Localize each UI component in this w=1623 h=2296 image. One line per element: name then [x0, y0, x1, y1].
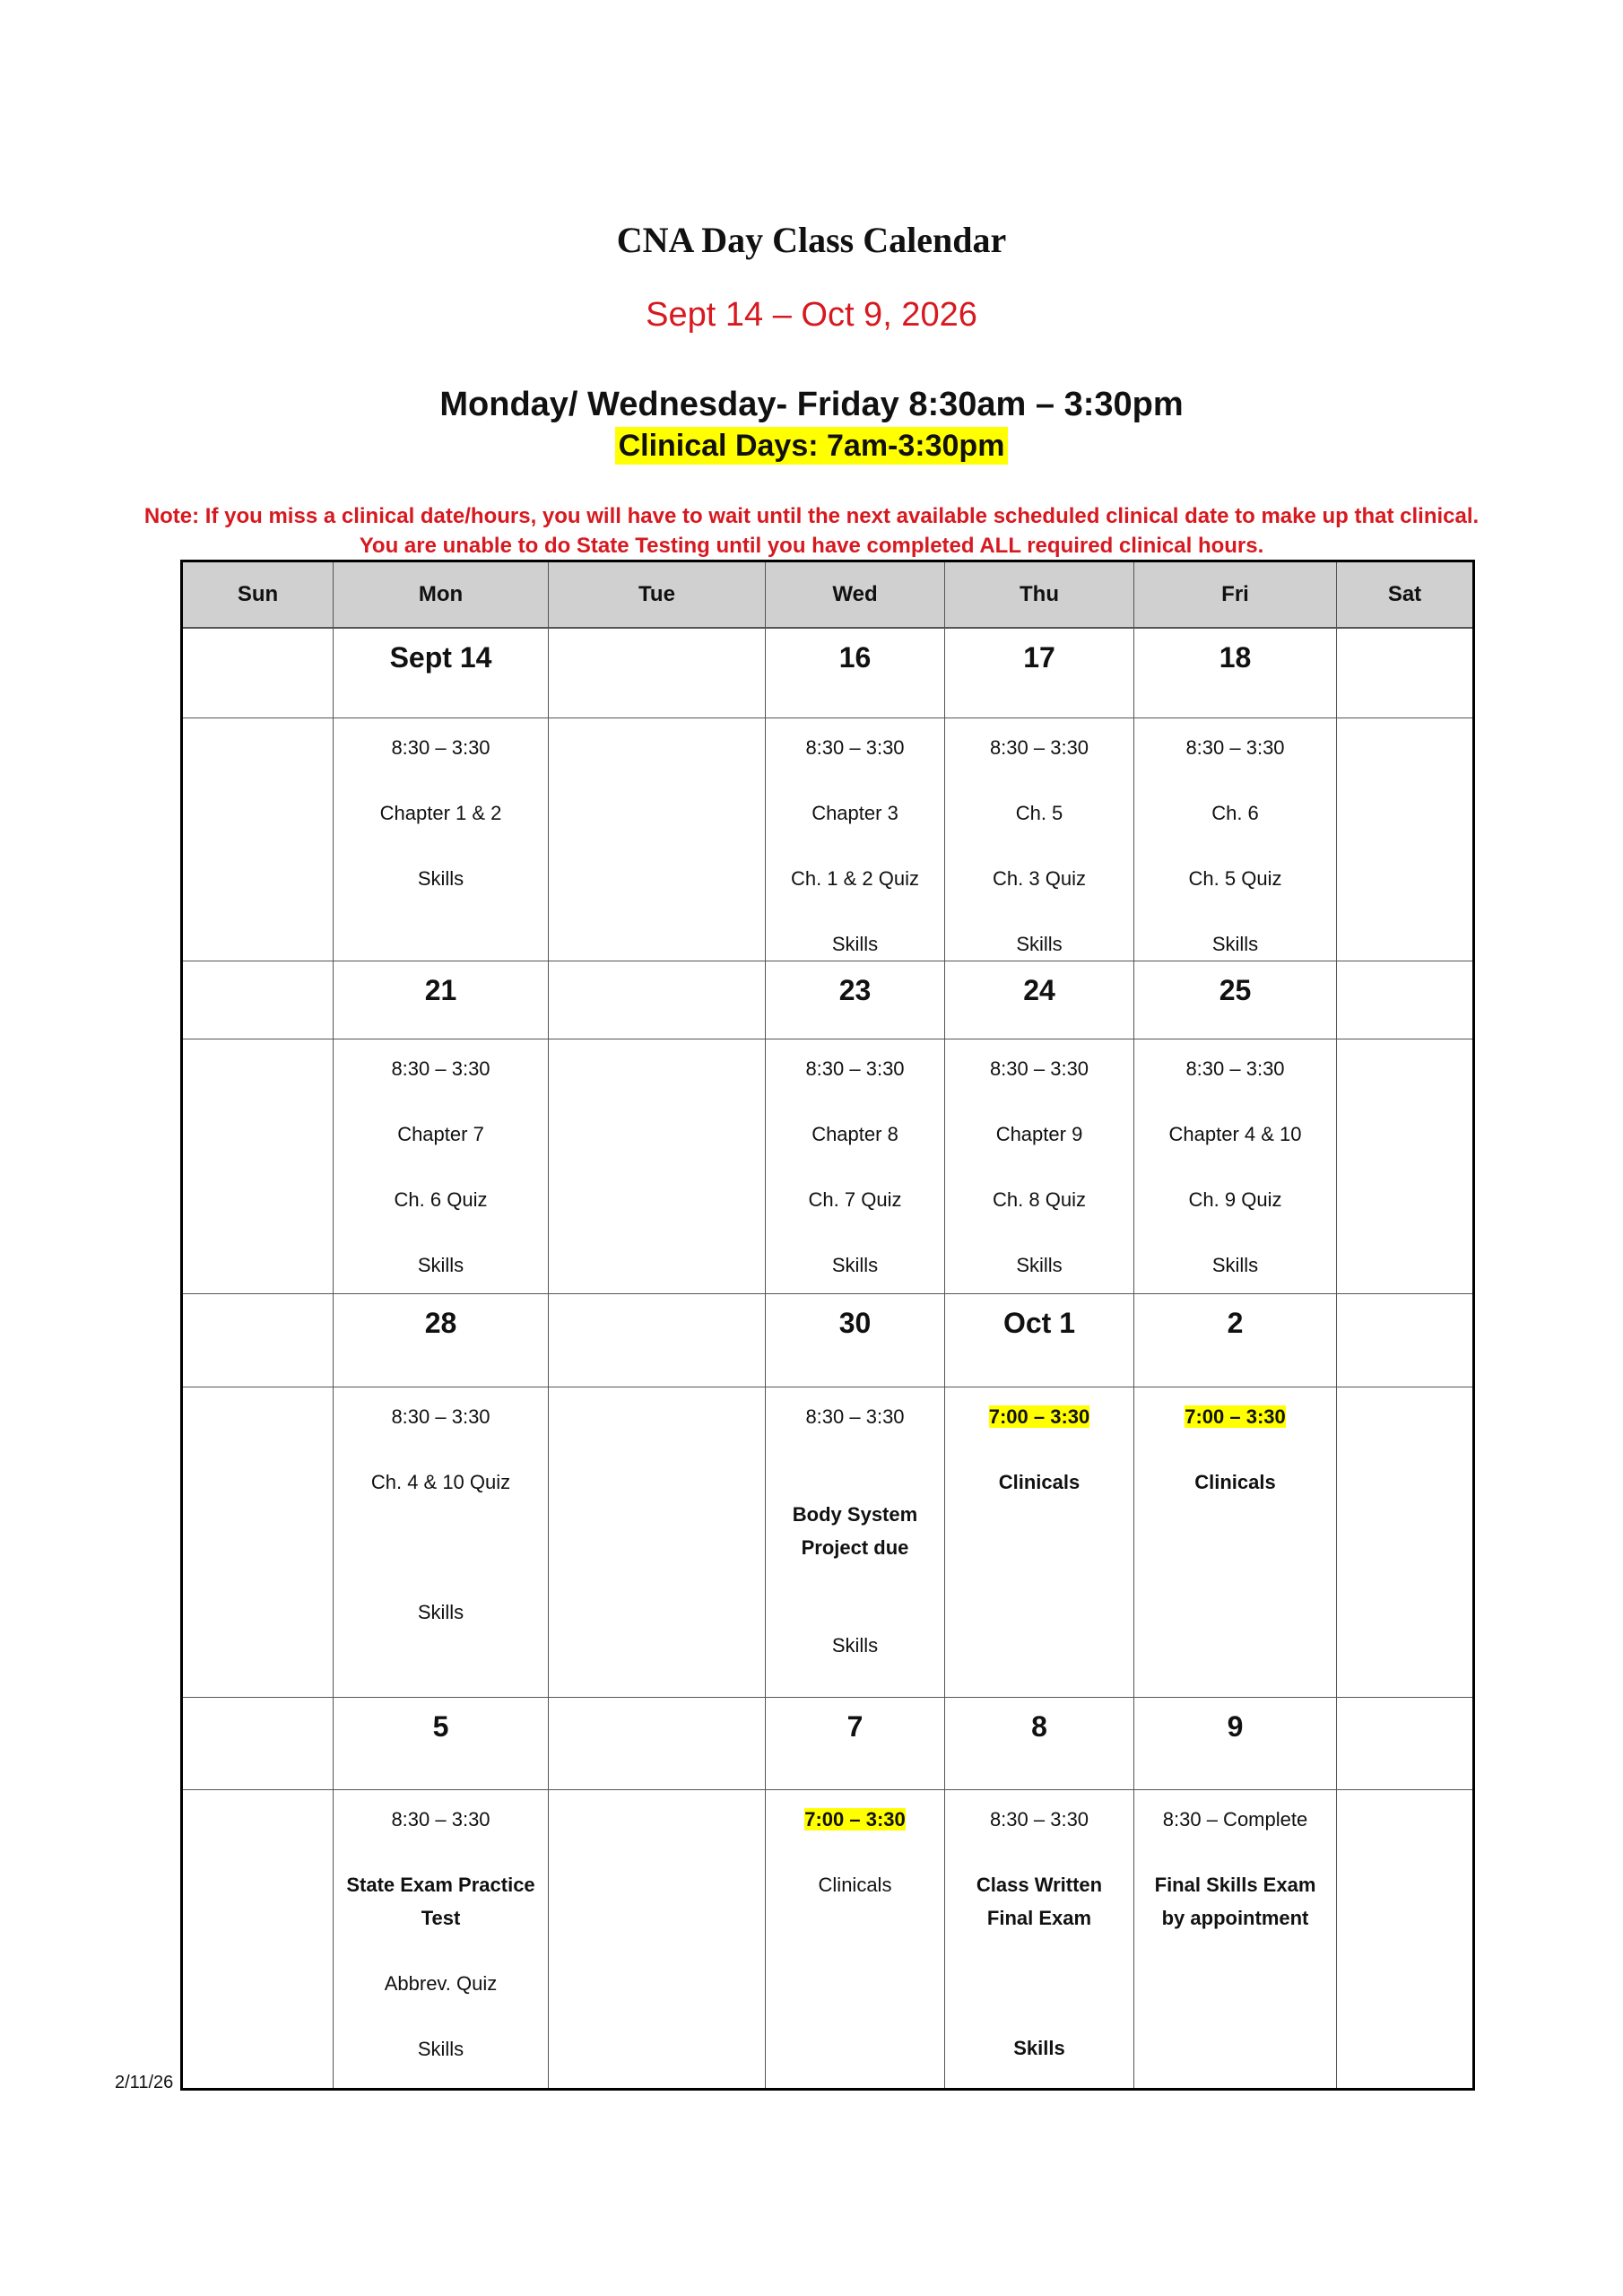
class-topic: Chapter 1 & 2	[379, 801, 502, 824]
mon-detail-cell	[334, 1039, 549, 1293]
thu-detail-cell	[945, 718, 1134, 961]
project-due: Body System	[792, 1502, 918, 1526]
class-topic: Chapter 9	[995, 1122, 1083, 1145]
class-skills: Skills	[1211, 932, 1259, 955]
wed-detail-cell	[766, 1387, 945, 1697]
date-cell: 9	[1134, 1697, 1337, 1789]
class-skills: Skills	[417, 866, 464, 890]
class-topic: Chapter 7	[397, 1122, 484, 1145]
week-3-dates	[182, 1293, 1474, 1387]
sun-cell	[182, 1387, 334, 1697]
sat-cell	[1337, 1789, 1474, 2089]
sat-cell	[1337, 1697, 1474, 1789]
calendar-table	[180, 560, 1475, 2091]
class-skills: Skills	[417, 2037, 464, 2060]
tue-cell	[549, 628, 766, 718]
fri-detail-cell	[1134, 718, 1337, 961]
class-quiz: Ch. 6 Quiz	[394, 1187, 488, 1211]
class-quiz: Ch. 5 Quiz	[1188, 866, 1282, 890]
thu-detail-cell	[945, 1789, 1134, 2089]
clinical-days: Clinical Days: 7am-3:30pm	[615, 427, 1009, 465]
clinical-days-wrap	[0, 429, 1623, 464]
note-line-1: Note: If you miss a clinical date/hours, you will have to wait until the next available scheduled clinical date to make up that clinical.	[143, 504, 1480, 528]
class-topic: Chapter 8	[812, 1122, 898, 1145]
class-hours: 8:30 – Complete	[1162, 1807, 1308, 1831]
sat-cell	[1337, 1387, 1474, 1697]
day-header-sat: Sat	[1337, 561, 1474, 629]
date-cell: 5	[334, 1697, 549, 1789]
class-topic: Ch. 5	[1015, 801, 1063, 824]
class-hours: 8:30 – 3:30	[805, 1057, 905, 1080]
final-skills-exam: Final Skills Exam	[1154, 1873, 1316, 1896]
date-cell: Oct 1	[945, 1293, 1134, 1387]
class-hours: 8:30 – 3:30	[805, 1405, 905, 1428]
class-topic: Ch. 6	[1211, 801, 1259, 824]
thu-detail-cell	[945, 1387, 1134, 1697]
class-hours: 8:30 – 3:30	[989, 735, 1089, 759]
tue-cell	[549, 718, 766, 961]
class-hours: 8:30 – 3:30	[391, 1405, 490, 1428]
class-schedule: Monday/ Wednesday- Friday 8:30am – 3:30pm	[439, 386, 1184, 423]
class-skills: Skills	[831, 1253, 879, 1276]
thu-detail-cell	[945, 1039, 1134, 1293]
sun-cell	[182, 718, 334, 961]
class-quiz: Ch. 7 Quiz	[808, 1187, 902, 1211]
class-skills: Skills	[1016, 1253, 1063, 1276]
mon-detail-cell	[334, 1789, 549, 2089]
class-quiz: Abbrev. Quiz	[384, 1971, 498, 1995]
fri-detail-cell	[1134, 1039, 1337, 1293]
class-hours: 8:30 – 3:30	[391, 1807, 490, 1831]
day-header-fri: Fri	[1134, 561, 1337, 629]
sun-cell	[182, 1039, 334, 1293]
clinicals: Clinicals	[998, 1470, 1081, 1493]
clinical-hours: 7:00 – 3:30	[1185, 1405, 1286, 1428]
date-cell: 17	[945, 628, 1134, 718]
class-skills: Skills	[1013, 2036, 1065, 2059]
sat-cell	[1337, 628, 1474, 718]
sun-cell	[182, 961, 334, 1039]
class-hours: 8:30 – 3:30	[989, 1057, 1089, 1080]
day-header-row	[182, 561, 1474, 629]
sun-cell	[182, 1293, 334, 1387]
sun-cell	[182, 1697, 334, 1789]
date-cell: 23	[766, 961, 945, 1039]
fri-detail-cell	[1134, 1789, 1337, 2089]
sat-cell	[1337, 961, 1474, 1039]
page-title: CNA Day Class Calendar	[616, 220, 1007, 260]
day-header-mon: Mon	[334, 561, 549, 629]
tue-cell	[549, 961, 766, 1039]
tue-cell	[549, 1697, 766, 1789]
wed-detail-cell	[766, 1039, 945, 1293]
wed-detail-cell	[766, 718, 945, 961]
class-skills: Skills	[1016, 932, 1063, 955]
sat-cell	[1337, 1039, 1474, 1293]
clinicals: Clinicals	[1194, 1470, 1276, 1493]
week-1-dates	[182, 628, 1474, 718]
week-4-dates	[182, 1697, 1474, 1789]
final-skills-exam: by appointment	[1161, 1906, 1309, 1929]
project-due: Project due	[801, 1535, 909, 1559]
mon-detail-cell	[334, 718, 549, 961]
date-cell: 28	[334, 1293, 549, 1387]
date-cell: Sept 14	[334, 628, 549, 718]
class-hours: 8:30 – 3:30	[391, 735, 490, 759]
class-skills: Skills	[1211, 1253, 1259, 1276]
date-cell: 21	[334, 961, 549, 1039]
class-topic: Chapter 3	[812, 801, 898, 824]
tue-cell	[549, 1293, 766, 1387]
week-2-dates	[182, 961, 1474, 1039]
sat-cell	[1337, 718, 1474, 961]
class-skills: Skills	[831, 1633, 879, 1657]
revision-date: 2/11/26	[115, 2073, 174, 2092]
class-hours: 8:30 – 3:30	[1185, 735, 1285, 759]
class-hours: 8:30 – 3:30	[391, 1057, 490, 1080]
tue-cell	[549, 1387, 766, 1697]
sat-cell	[1337, 1293, 1474, 1387]
fri-detail-cell	[1134, 1387, 1337, 1697]
day-header-sun: Sun	[182, 561, 334, 629]
class-quiz: Ch. 8 Quiz	[993, 1187, 1086, 1211]
mon-detail-cell	[334, 1387, 549, 1697]
class-topic: Test	[421, 1906, 461, 1929]
week-1-details	[182, 718, 1474, 961]
date-range: Sept 14 – Oct 9, 2026	[646, 296, 977, 334]
day-header-thu: Thu	[945, 561, 1134, 629]
clinical-hours: 7:00 – 3:30	[988, 1405, 1090, 1428]
clinical-hours: 7:00 – 3:30	[804, 1807, 906, 1831]
date-cell: 18	[1134, 628, 1337, 718]
final-exam: Class Written	[976, 1873, 1103, 1896]
date-cell: 2	[1134, 1293, 1337, 1387]
date-cell: 16	[766, 628, 945, 718]
class-hours: 8:30 – 3:30	[1185, 1057, 1285, 1080]
day-header-tue: Tue	[549, 561, 766, 629]
week-3-details	[182, 1387, 1474, 1697]
class-hours: 8:30 – 3:30	[805, 735, 905, 759]
final-exam: Final Exam	[986, 1906, 1092, 1929]
tue-cell	[549, 1789, 766, 2089]
class-topic: State Exam Practice	[346, 1873, 535, 1896]
class-hours: 8:30 – 3:30	[989, 1807, 1089, 1831]
week-4-details	[182, 1789, 1474, 2089]
class-skills: Skills	[831, 932, 879, 955]
tue-cell	[549, 1039, 766, 1293]
sun-cell	[182, 628, 334, 718]
class-quiz: Ch. 9 Quiz	[1188, 1187, 1282, 1211]
week-2-details	[182, 1039, 1474, 1293]
date-cell: 24	[945, 961, 1134, 1039]
class-quiz: Ch. 1 & 2 Quiz	[790, 866, 920, 890]
class-topic: Chapter 4 & 10	[1168, 1122, 1302, 1145]
note-line-2: You are unable to do State Testing until you have completed ALL required clinical hours.	[359, 534, 1264, 558]
sun-cell	[182, 1789, 334, 2089]
class-quiz: Ch. 4 & 10 Quiz	[370, 1470, 511, 1493]
class-skills: Skills	[417, 1253, 464, 1276]
class-quiz: Ch. 3 Quiz	[993, 866, 1086, 890]
date-cell: 7	[766, 1697, 945, 1789]
date-cell: 30	[766, 1293, 945, 1387]
day-header-wed: Wed	[766, 561, 945, 629]
clinicals: Clinicals	[818, 1873, 892, 1896]
date-cell: 8	[945, 1697, 1134, 1789]
class-skills: Skills	[417, 1600, 464, 1623]
date-cell: 25	[1134, 961, 1337, 1039]
clinical-note	[0, 501, 1623, 561]
wed-detail-cell	[766, 1789, 945, 2089]
